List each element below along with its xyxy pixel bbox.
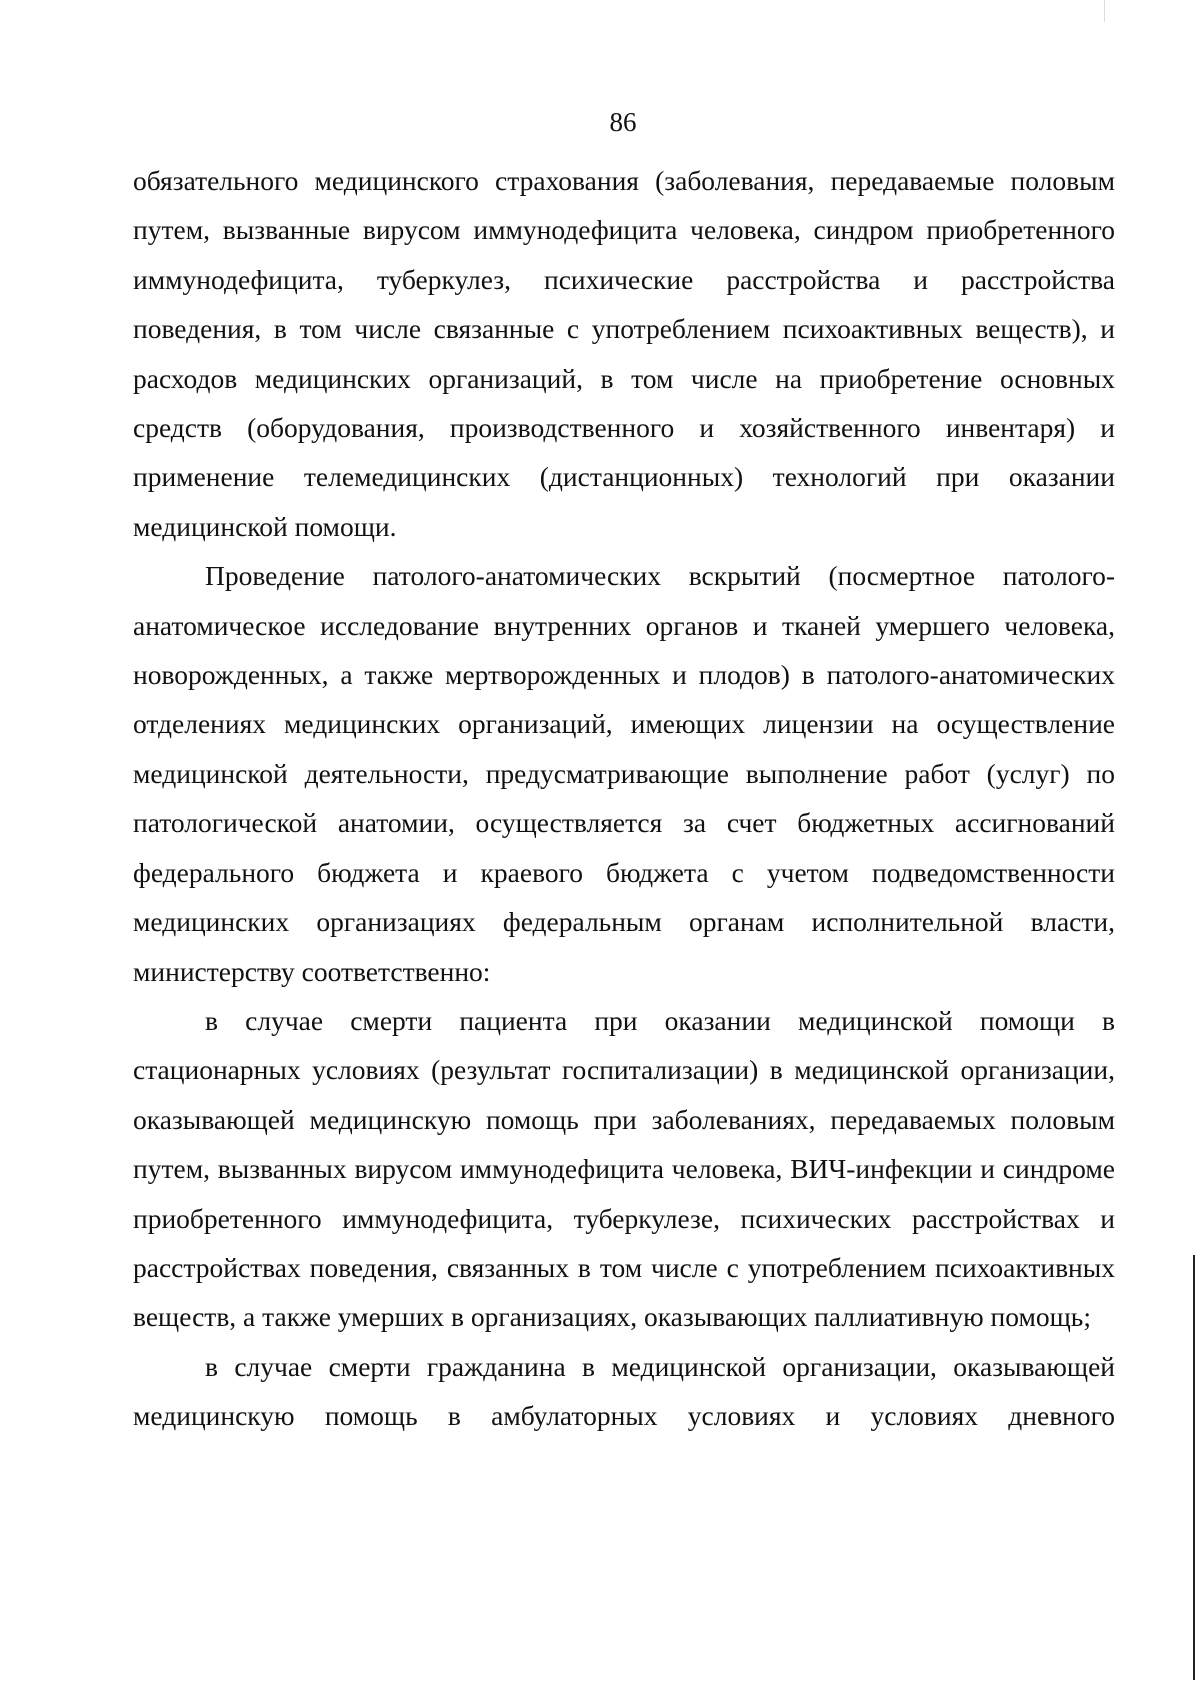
page-number: 86: [609, 107, 637, 137]
paragraph-outpatient-death-case: в случае смерти гражданина в медицинской организации, оказывающей медицинскую помощь в амбулаторных условиях и условиях дневного: [133, 1350, 1115, 1432]
document-body: [133, 156, 1115, 1441]
paragraph-inpatient-death-case: в случае смерти пациента при оказании медицинской помощи в стационарных условиях (результат госпитализации) в медицинской организации, оказывающей медицинскую помощь при заболеваниях, передаваемых половым путем, вызванных вирусом иммунодефицита человека, ВИЧ-инфекции и синдроме приобретенного иммунодефицита, туберкулезе, психических расстройствах и расстройствах поведения, связанных в том числе с употреблением психоактивных веществ, а также умерших в организациях, оказывающих паллиативную помощь;: [133, 1004, 1115, 1333]
scan-edge-mark-right: [1193, 1255, 1195, 1680]
scan-edge-mark-top: [1104, 0, 1105, 22]
paragraph-insurance-continuation: обязательного медицинского страхования (заболевания, передаваемые половым путем, вызванные вирусом иммунодефицита человека, синдром приобретенного иммунодефицита, туберкулез, психические расстройства и расстройства поведения, в том числе связанные с употреблением психоактивных веществ), и расходов медицинских организаций, в том числе на приобретение основных средств (оборудования, производственного и хозяйственного инвентаря) и применение телемедицинских (дистанционных) технологий при оказании медицинской помощи.: [133, 165, 1115, 542]
paragraph-autopsy-funding: Проведение патолого-анатомических вскрытий (посмертное патолого-анатомическое исследование внутренних органов и тканей умершего человека, новорожденных, а также мертворожденных и плодов) в патолого-анатомических отделениях медицинских организаций, имеющих лицензии на осуществление медицинской деятельности, предусматривающие выполнение работ (услуг) по патологической анатомии, осуществляется за счет бюджетных ассигнований федерального бюджета и краевого бюджета с учетом подведомственности медицинских организациях федеральным органам исполнительной власти, министерству соответственно:: [133, 560, 1115, 987]
